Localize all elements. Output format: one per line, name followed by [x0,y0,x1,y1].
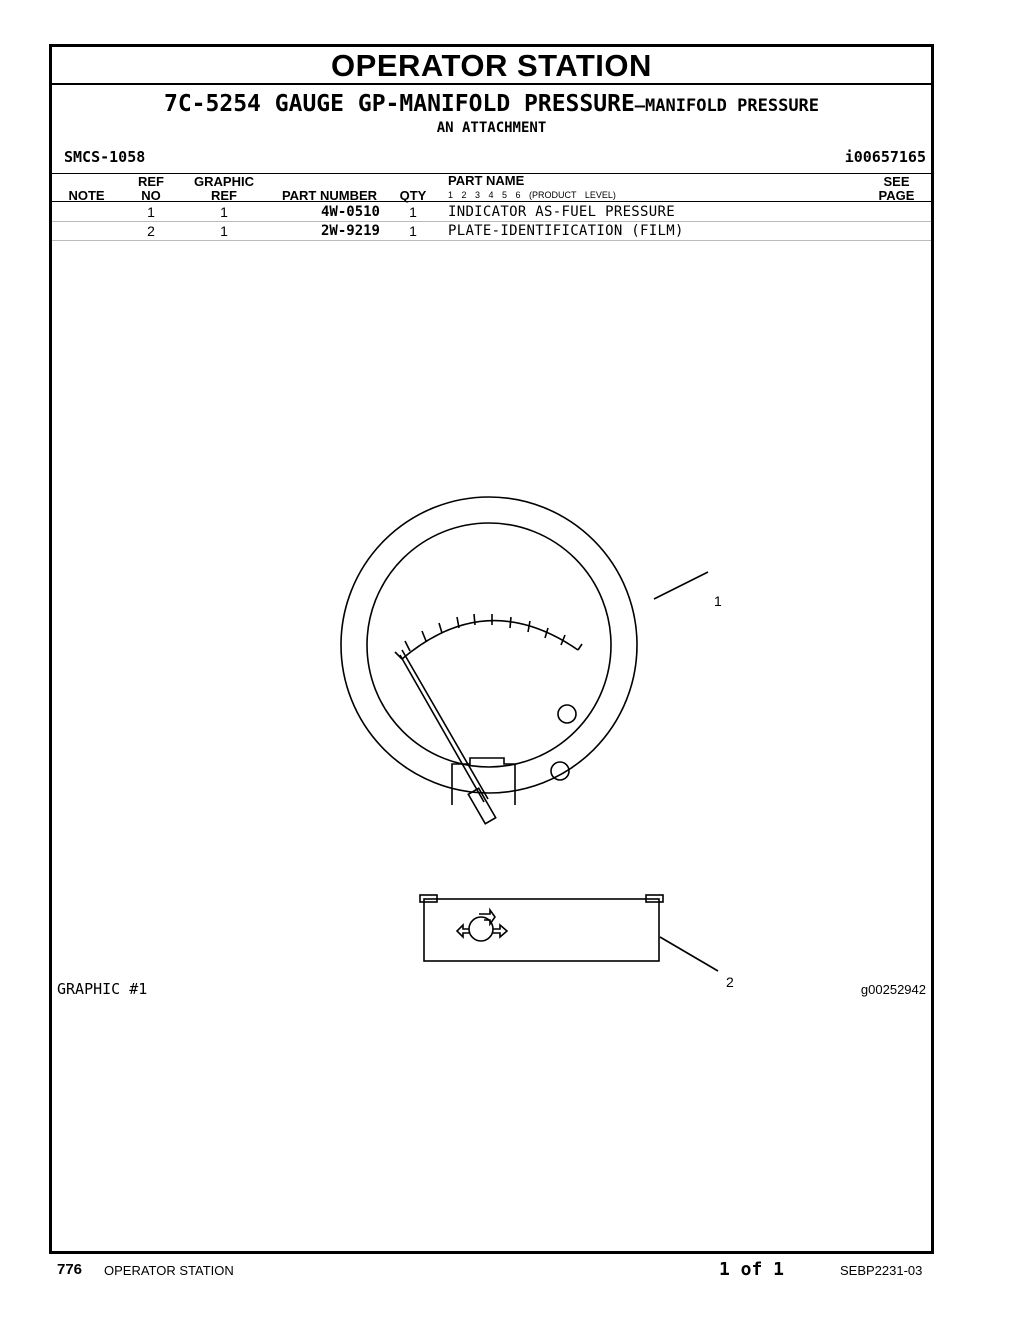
col-header-graphic-ref-line2: REF [211,188,237,203]
gauge-screw-top [558,705,576,723]
gauge-scale-arc [402,621,578,659]
gauge-outer-ring [341,497,637,793]
gauge-indicator [341,497,637,824]
callout-1: 1 [714,593,722,609]
part-number-link[interactable]: 4W-0510 [320,204,380,220]
col-header-see-page-line1: SEE [883,174,910,189]
page-count: 1 of 1 [719,1259,785,1280]
col-header-graphic-ref-line1: GRAPHIC [194,174,254,189]
identification-plate [420,895,663,961]
part-name: PLATE-IDENTIFICATION (FILM) [448,223,684,239]
plate-body [424,899,659,961]
gauge-scale-end [395,644,582,659]
col-header-ref-no-line1: REF [138,174,164,189]
ref-no: 1 [147,204,155,220]
col-header-graphic-ref [189,175,259,203]
leader-line-1 [654,572,708,599]
parts-page-frame [49,44,934,1254]
graphic-label: GRAPHIC #1 [57,980,148,998]
parts-illustration [342,537,742,990]
group-title [52,91,931,117]
col-header-part-number: PART NUMBER [281,188,378,203]
graphic-ref: 1 [220,223,228,239]
group-name: GAUGE GP-MANIFOLD PRESSURE [274,91,635,117]
smcs-code: SMCS-1058 [64,148,146,166]
col-header-part-name: PART NAME [448,173,525,188]
col-header-see-page [874,175,919,203]
section-title: OPERATOR STATION [52,47,931,85]
table-row[interactable] [52,222,931,241]
group-name-suffix: —MANIFOLD PRESSURE [634,96,820,116]
group-subtitle: AN ATTACHMENT [436,120,547,136]
col-header-qty: QTY [399,188,427,203]
product-level-scale: 1 2 3 4 5 6 (PRODUCT LEVEL) [448,190,616,200]
callout-2: 2 [726,974,734,990]
graphic-id: g00252942 [860,982,926,997]
arrow-right-icon [493,925,507,937]
group-part-number[interactable]: 7C-5254 [163,91,261,117]
part-number-link[interactable]: 2W-9219 [320,223,380,239]
document-id: SEBP2231-03 [840,1263,923,1278]
page-number: 776 [57,1261,83,1278]
header-rule-bottom [52,201,931,202]
table-row[interactable] [52,203,931,222]
arrow-left-icon [457,925,469,937]
part-name: INDICATOR AS-FUEL PRESSURE [448,204,675,220]
gauge-tick-marks [405,614,565,651]
gauge-needle [400,650,488,802]
col-header-note: NOTE [68,188,105,203]
footer-section: OPERATOR STATION [104,1263,234,1278]
ref-no: 2 [147,223,155,239]
qty: 1 [409,204,417,220]
col-header-ref-no-line2: NO [141,188,161,203]
col-header-see-page-line2: PAGE [878,188,915,203]
gauge-bezel [367,523,611,767]
col-header-ref-no [131,175,171,203]
qty: 1 [409,223,417,239]
illustration-ident: i00657165 [844,148,926,166]
graphic-ref: 1 [220,204,228,220]
leader-line-2 [660,937,718,971]
